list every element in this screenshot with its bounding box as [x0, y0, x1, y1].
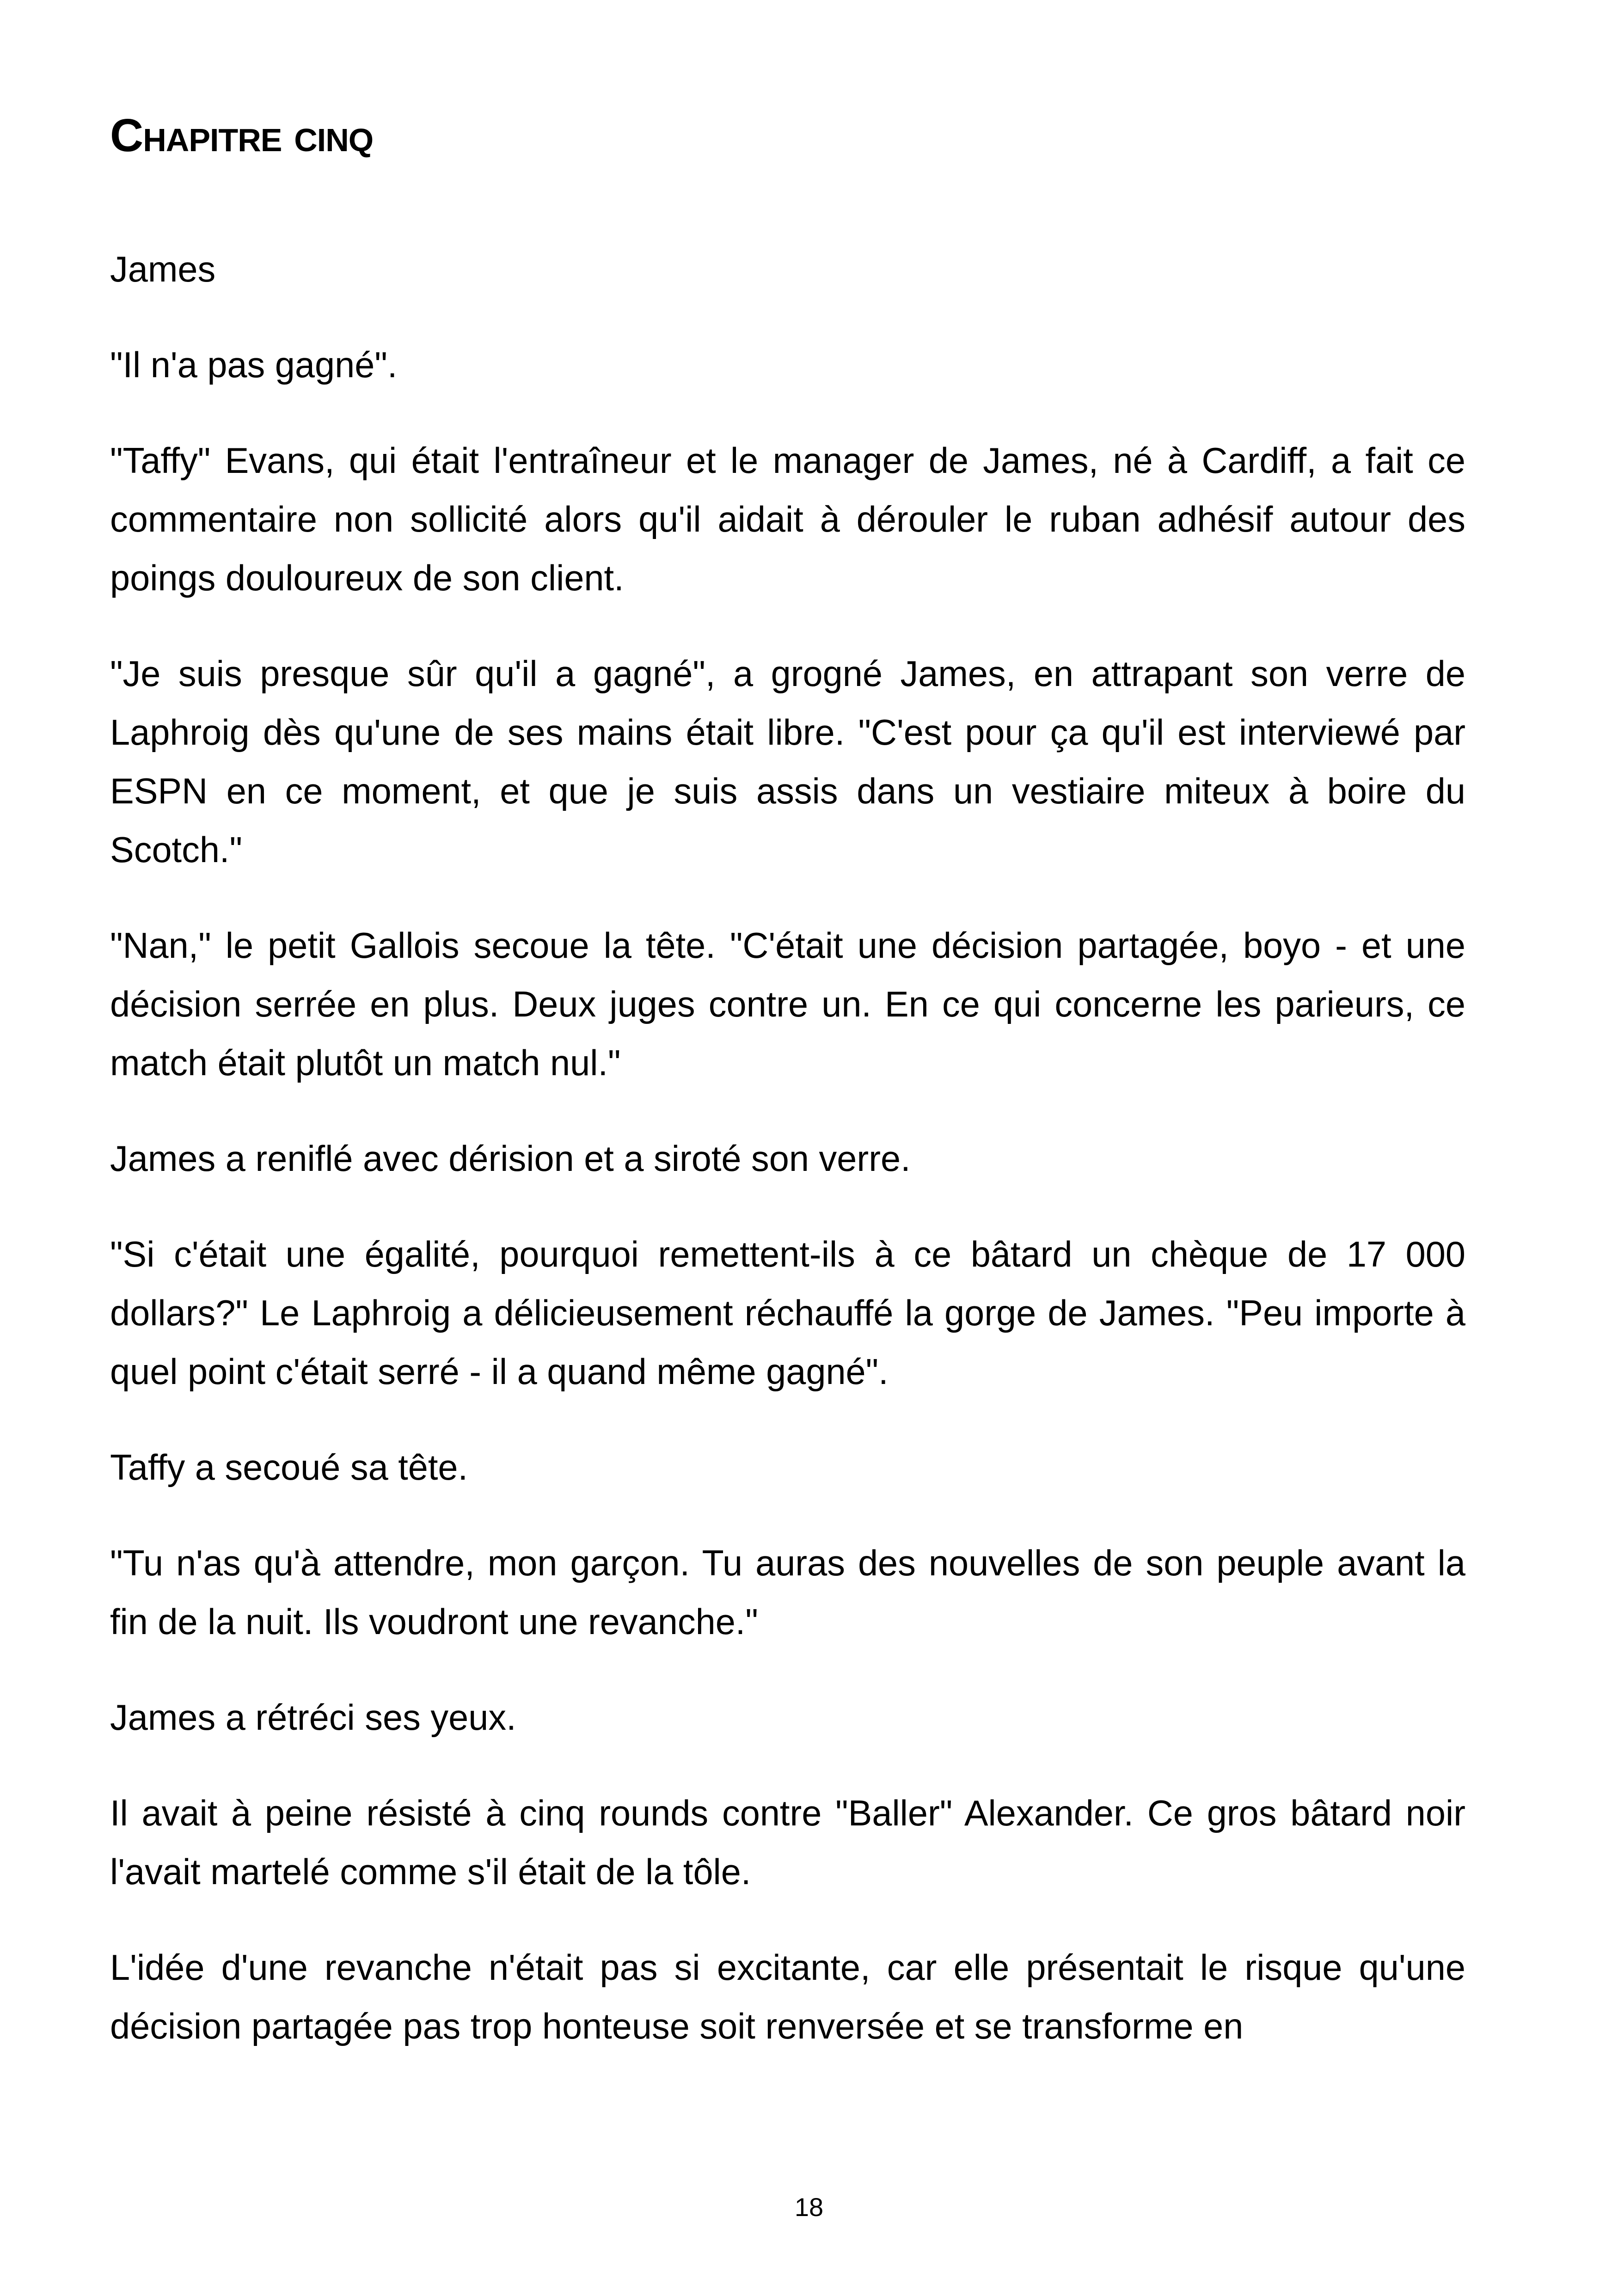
paragraph: Il avait à peine résisté à cinq rounds contre "Baller" Alexander. Ce gros bâtard noir l'avait martelé comme s'il était de la tôle.	[110, 1794, 1465, 1892]
chapter-title: Chapitre cinq	[110, 110, 374, 161]
paragraph: James a rétréci ses yeux.	[110, 1698, 516, 1738]
paragraph: L'idée d'une revanche n'était pas si excitante, car elle présentait le risque qu'une décision partagée pas trop honteuse soit renversée et se transforme en	[110, 1948, 1465, 2046]
page-number: 18	[794, 2192, 824, 2222]
paragraph: "Si c'était une égalité, pourquoi remettent-ils à ce bâtard un chèque de 17 000 dollars?" Le Laphroig a délicieusement réchauffé la gorge de James. "Peu importe à quel point c'était serré - il a quand même gagné".	[110, 1235, 1465, 1392]
paragraph: "Je suis presque sûr qu'il a gagné", a grogné James, en attrapant son verre de Laphroig dès qu'une de ses mains était libre. "C'est pour ça qu'il est interviewé par ESPN en ce moment, et que je suis assis dans un vestiaire miteux à boire du Scotch."	[110, 654, 1465, 870]
paragraph: Taffy a secoué sa tête.	[110, 1448, 468, 1488]
paragraph: James a reniflé avec dérision et a siroté son verre.	[110, 1139, 911, 1179]
paragraph: James	[110, 250, 216, 289]
paragraph: "Taffy" Evans, qui était l'entraîneur et le manager de James, né à Cardiff, a fait ce commentaire non sollicité alors qu'il aidait à dérouler le ruban adhésif autour des poings douloureux de son client.	[110, 441, 1465, 598]
chapter-body	[110, 240, 1465, 2056]
paragraph: "Il n'a pas gagné".	[110, 345, 398, 385]
paragraph: "Tu n'as qu'à attendre, mon garçon. Tu auras des nouvelles de son peuple avant la fin de la nuit. Ils voudront une revanche."	[110, 1543, 1465, 1642]
paragraph: "Nan," le petit Gallois secoue la tête. "C'était une décision partagée, boyo - et une décision serrée en plus. Deux juges contre un. En ce qui concerne les parieurs, ce match était plutôt un match nul."	[110, 926, 1465, 1083]
